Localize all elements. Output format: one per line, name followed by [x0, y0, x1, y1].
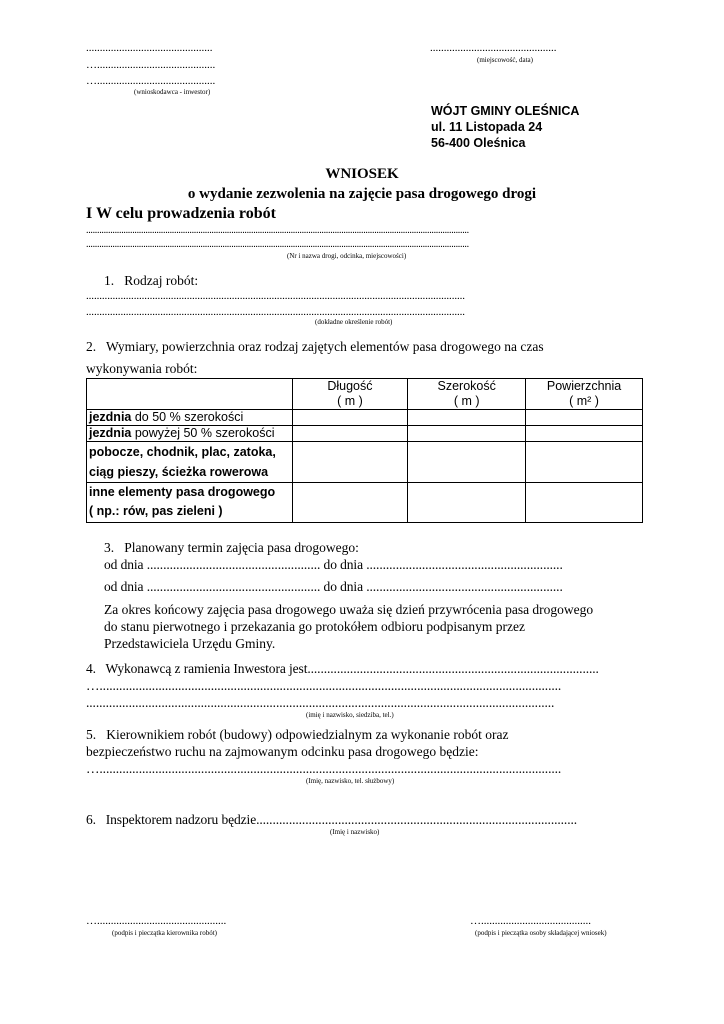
row-label-pobocze: pobocze, chodnik, plac, zatoka, ciąg pieszy, ścieżka rowerowa: [87, 442, 293, 483]
section1-line-1: ...............................................................................................................................................: [86, 290, 465, 302]
cell-input[interactable]: [408, 483, 526, 523]
cell-input[interactable]: [408, 410, 526, 426]
signature-left-line: …...............................................: [86, 915, 227, 927]
table-header-row: [87, 379, 643, 410]
section6-label: 6. Inspektorem nadzoru będzie..................................................................................................: [86, 812, 578, 827]
road-line-2: ..............................................................................................................................................................................: [86, 239, 469, 250]
road-caption: (Nr i nazwa drogi, odcinka, miejscowości): [287, 252, 407, 260]
header-powierzchnia: Powierzchnia ( m² ): [526, 379, 643, 410]
cell-input[interactable]: [408, 442, 526, 483]
section3-note-3: Przedstawiciela Urzędu Gminy.: [104, 636, 276, 651]
dimensions-table: [86, 378, 643, 523]
title-purpose: I W celu prowadzenia robót: [86, 205, 276, 222]
cell-input[interactable]: [408, 426, 526, 442]
row-label-inne: inne elementy pasa drogowego ( np.: rów, pas zieleni ): [87, 483, 293, 523]
addressee-line-2: ul. 11 Listopada 24: [431, 120, 543, 134]
section1-caption: (dokładne określenie robót): [315, 318, 393, 326]
section1-label: 1. Rodzaj robót:: [104, 273, 199, 288]
header-dlugosc: Długość ( m ): [292, 379, 408, 410]
addressee-line-3: 56-400 Oleśnica: [431, 136, 526, 150]
section4-label: 4. Wykonawcą z ramienia Inwestora jest.........................................................................................: [86, 661, 599, 676]
cell-input[interactable]: [526, 442, 643, 483]
section4-line-1: ….............................................................................................................................................: [86, 678, 562, 693]
applicant-line-1: ..............................................: [86, 42, 213, 54]
section3-row-2: od dnia ..................................................... do dnia ............................................................: [104, 579, 563, 594]
section5-caption: (Imię, nazwisko, tel. służbowy): [306, 777, 395, 785]
section2-label-2: wykonywania robót:: [86, 361, 198, 376]
cell-input[interactable]: [526, 410, 643, 426]
section1-line-2: ...............................................................................................................................................: [86, 306, 465, 318]
title-wniosek: WNIOSEK: [325, 166, 399, 182]
section5-label-2: bezpieczeństwo ruchu na zajmowanym odcinku pasa drogowego będzie:: [86, 744, 479, 759]
section3-label: 3. Planowany termin zajęcia pasa drogowego:: [104, 540, 359, 555]
row-label-jezdnia-50: jezdnia do 50 % szerokości: [87, 410, 293, 426]
place-date-line: ..............................................: [430, 42, 557, 54]
table-row: [87, 426, 643, 442]
section3-note-1: Za okres końcowy zajęcia pasa drogowego uważa się dzień przywrócenia pasa drogowego: [104, 602, 594, 617]
title-subject: o wydanie zezwolenia na zajęcie pasa drogowego drogi: [187, 186, 537, 202]
signature-right-line: …........................................: [470, 915, 591, 927]
cell-input[interactable]: [292, 483, 408, 523]
header-szerokosc: Szerokość ( m ): [408, 379, 526, 410]
cell-input[interactable]: [526, 426, 643, 442]
section4-caption: (imię i nazwisko, siedziba, tel.): [306, 711, 394, 719]
section5-line-1: ….............................................................................................................................................: [86, 761, 562, 776]
section3-row-1: od dnia ..................................................... do dnia ............................................................: [104, 557, 563, 572]
cell-input[interactable]: [526, 483, 643, 523]
applicant-line-2: …...........................................: [86, 59, 216, 71]
applicant-caption: (wnioskodawca - inwestor): [134, 88, 211, 96]
place-date-caption: (miejscowość, data): [477, 56, 533, 64]
signature-left-caption: (podpis i pieczątka kierownika robót): [112, 929, 217, 937]
road-line-1: ..............................................................................................................................................................................: [86, 225, 469, 236]
section6-caption: (Imię i nazwisko): [330, 828, 380, 836]
applicant-line-3: …...........................................: [86, 75, 216, 87]
cell-input[interactable]: [292, 442, 408, 483]
cell-input[interactable]: [292, 426, 408, 442]
section2-label-1: 2. Wymiary, powierzchnia oraz rodzaj zajętych elementów pasa drogowego na czas: [86, 339, 544, 354]
signature-right-caption: (podpis i pieczątka osoby składającej wniosek): [475, 929, 607, 937]
table-row: [87, 483, 643, 523]
cell-input[interactable]: [292, 410, 408, 426]
table-corner-cell: [87, 379, 293, 410]
section3-note-2: do stanu pierwotnego i przekazania go protokółem odbioru podpisanym przez: [104, 619, 526, 634]
table-row: [87, 410, 643, 426]
section4-line-2: ...............................................................................................................................................: [86, 695, 555, 710]
addressee-line-1: WÓJT GMINY OLEŚNICA: [431, 104, 580, 118]
section5-label-1: 5. Kierownikiem robót (budowy) odpowiedzialnym za wykonanie robót oraz: [86, 727, 509, 742]
row-label-jezdnia-over-50: jezdnia powyżej 50 % szerokości: [87, 426, 293, 442]
table-row: [87, 442, 643, 483]
